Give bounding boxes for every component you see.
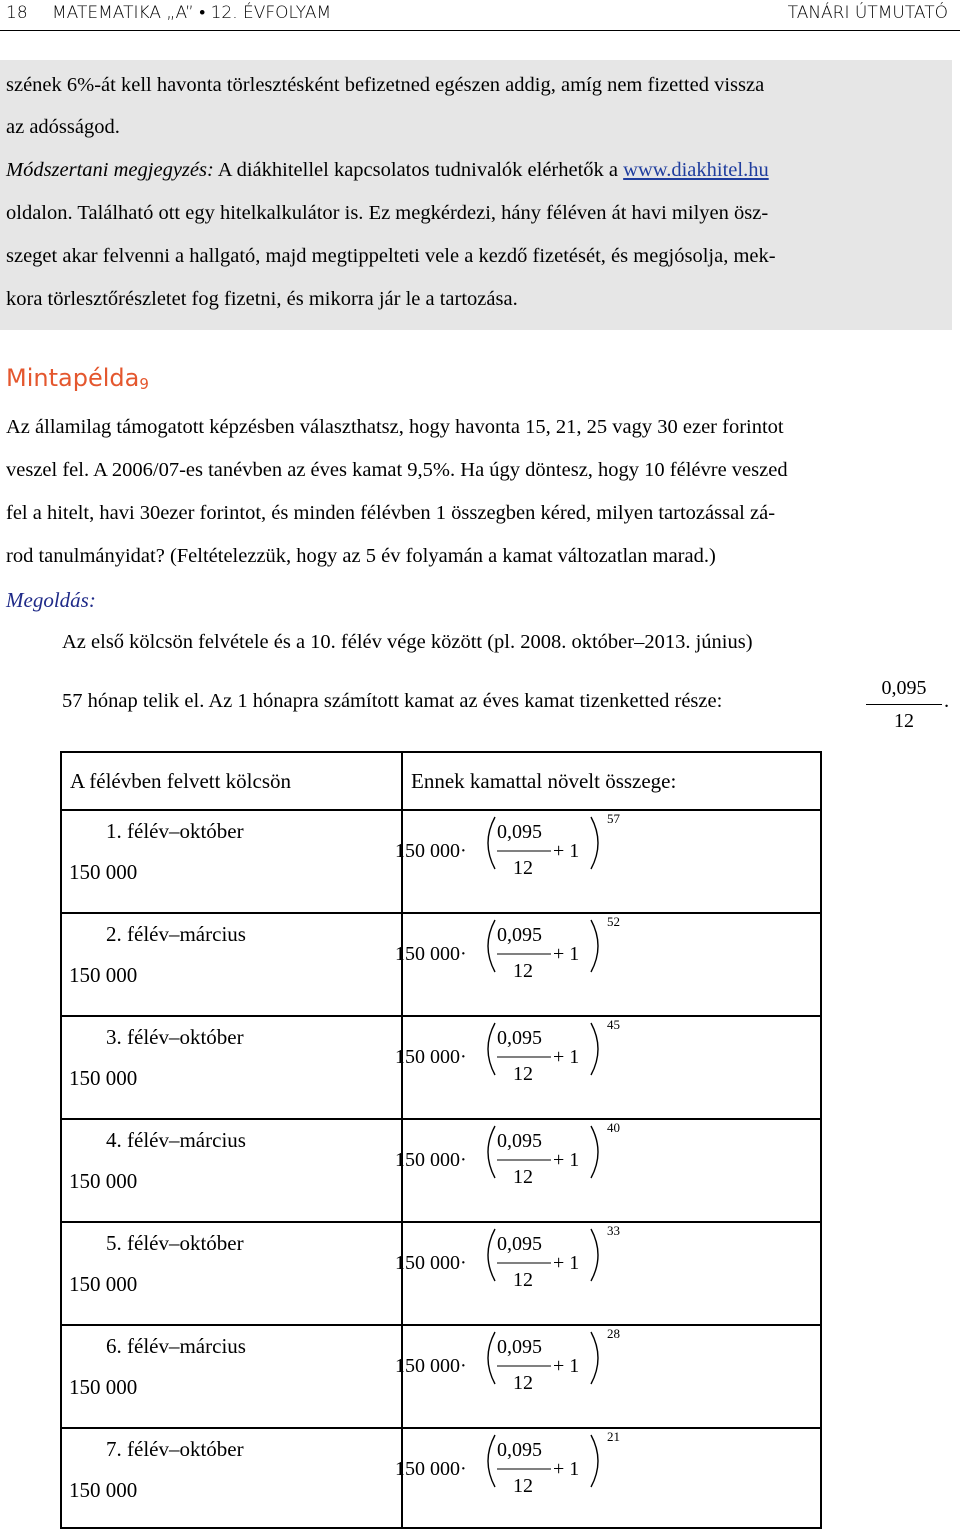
formula-denominator: 12 [513, 1166, 533, 1188]
compound-amount-cell [395, 810, 821, 913]
compound-amount-cell [395, 913, 821, 1016]
formula-base: 150 000· [395, 1046, 467, 1068]
table-header-row [61, 752, 821, 810]
loan-cell [61, 1222, 402, 1325]
formula-numerator: 0,095 [497, 1233, 542, 1255]
note-line-2: az adósságod. [6, 116, 120, 138]
formula-plus-one: + 1 [553, 1458, 580, 1480]
formula-numerator: 0,095 [497, 821, 542, 843]
col-amount-header: Ennek kamattal növelt összege: [402, 752, 821, 810]
compound-formula [395, 1017, 820, 1118]
compound-amount-cell [395, 1016, 821, 1119]
semester-label: 4. félév–március [106, 1128, 246, 1152]
loan-cell [61, 1119, 402, 1222]
formula-numerator: 0,095 [497, 1439, 542, 1461]
table-row [61, 1222, 821, 1325]
formula-exponent: 21 [607, 1429, 620, 1444]
compound-amount-cell [395, 1325, 821, 1428]
formula-numerator: 0,095 [497, 1336, 542, 1358]
example-line-2: veszel fel. A 2006/07-es tanévben az éves kamat 9,5%. Ha úgy döntesz, hogy 10 félévre veszed [6, 459, 788, 481]
formula-denominator: 12 [513, 857, 533, 879]
formula-denominator: 12 [513, 1063, 533, 1085]
note-line-5: szeget akar felvenni a hallgató, majd megtippelteti vele a kezdő fizetését, és megjósolja, mek- [6, 245, 776, 267]
semester-label: 3. félév–október [106, 1025, 244, 1049]
loan-amount: 150 000 [69, 860, 138, 884]
loan-cell [61, 1428, 402, 1528]
formula-base: 150 000· [395, 1252, 467, 1274]
table-row [61, 810, 821, 913]
compound-formula [395, 1120, 820, 1221]
paren-right [591, 1023, 598, 1075]
semester-label: 1. félév–október [106, 819, 244, 843]
semester-label: 5. félév–október [106, 1231, 244, 1255]
example-heading: Mintapélda$_9$ [6, 364, 149, 393]
example-line-1: Az államilag támogatott képzésben választhatsz, hogy havonta 15, 21, 25 vagy 30 ezer forintot [6, 416, 784, 438]
table-row [61, 1016, 821, 1119]
paren-right [591, 1435, 598, 1487]
formula-exponent: 40 [607, 1120, 620, 1135]
monthly-rate-fraction: 0,095 12 [866, 676, 942, 733]
loan-amount: 150 000 [69, 963, 138, 987]
table-row [61, 1119, 821, 1222]
formula-base: 150 000· [395, 1149, 467, 1171]
formula-plus-one: + 1 [553, 1355, 580, 1377]
col-loan-header: A félévben felvett kölcsön [61, 752, 402, 810]
formula-graphic [395, 1221, 635, 1316]
loan-amount: 150 000 [69, 1169, 138, 1193]
formula-base: 150 000· [395, 1458, 467, 1480]
paren-left [488, 920, 495, 972]
paren-left [488, 1126, 495, 1178]
note-line-1: szének 6%-át kell havonta törlesztésként befizetned egészen addig, amíg nem fizetted vissza [6, 74, 765, 96]
solution-line-1: Az első kölcsön felvétele és a 10. félév vége között (pl. 2008. október–2013. június) [62, 631, 753, 653]
formula-denominator: 12 [513, 1475, 533, 1497]
formula-exponent: 45 [607, 1017, 620, 1032]
paren-left [488, 1435, 495, 1487]
compound-amount-cell [395, 1119, 821, 1222]
paren-left [488, 1332, 495, 1384]
loan-cell [61, 1325, 402, 1428]
formula-numerator: 0,095 [497, 1130, 542, 1152]
loan-table [60, 751, 822, 1529]
loan-cell [61, 1016, 402, 1119]
formula-graphic [395, 912, 635, 1007]
solution-period: . [944, 690, 950, 712]
formula-exponent: 28 [607, 1326, 620, 1341]
formula-denominator: 12 [513, 1372, 533, 1394]
formula-exponent: 52 [607, 914, 620, 929]
example-line-4: rod tanulmányidat? (Feltételezzük, hogy az 5 év folyamán a kamat változatlan marad.) [6, 545, 716, 567]
formula-denominator: 12 [513, 1269, 533, 1291]
loan-cell [61, 810, 402, 913]
compound-amount-cell [395, 1222, 821, 1325]
formula-exponent: 33 [607, 1223, 620, 1238]
page-header [0, 0, 960, 31]
formula-base: 150 000· [395, 1355, 467, 1377]
formula-plus-one: + 1 [553, 1046, 580, 1068]
compound-formula [395, 1429, 820, 1527]
semester-label: 2. félév–március [106, 922, 246, 946]
diakhitel-link[interactable]: www.diakhitel.hu [623, 159, 769, 181]
solution-line-2: 57 hónap telik el. Az 1 hónapra számított kamat az éves kamat tizenketted része: [62, 690, 723, 712]
formula-graphic [395, 1427, 635, 1522]
compound-formula [395, 914, 820, 1015]
formula-graphic [395, 809, 635, 904]
compound-formula [395, 811, 820, 912]
table-row [61, 1428, 821, 1528]
method-note-label: Módszertani megjegyzés: [6, 159, 214, 181]
formula-denominator: 12 [513, 960, 533, 982]
loan-amount: 150 000 [69, 1478, 138, 1502]
note-line-4: oldalon. Található ott egy hitelkalkulátor is. Ez megkérdezi, hány féléven át havi milyen ösz- [6, 202, 769, 224]
note-line-6: kora törlesztőrészletet fog fizetni, és mikorra jár le a tartozása. [6, 288, 518, 310]
formula-base: 150 000· [395, 840, 467, 862]
paren-right [591, 1229, 598, 1281]
paren-right [591, 1126, 598, 1178]
paren-right [591, 817, 598, 869]
table-row [61, 1325, 821, 1428]
formula-graphic [395, 1015, 635, 1110]
formula-exponent: 57 [607, 811, 620, 826]
formula-plus-one: + 1 [553, 1149, 580, 1171]
header-right: TANÁRI ÚTMUTATÓ [787, 3, 948, 23]
table-row [61, 913, 821, 1016]
page-number: 18 [6, 3, 28, 23]
formula-plus-one: + 1 [553, 1252, 580, 1274]
formula-numerator: 0,095 [497, 1027, 542, 1049]
paren-left [488, 1229, 495, 1281]
paren-left [488, 1023, 495, 1075]
semester-label: 7. félév–október [106, 1437, 244, 1461]
loan-amount: 150 000 [69, 1375, 138, 1399]
loan-amount: 150 000 [69, 1066, 138, 1090]
semester-label: 6. félév–március [106, 1334, 246, 1358]
formula-graphic [395, 1324, 635, 1419]
formula-graphic [395, 1118, 635, 1213]
loan-amount: 150 000 [69, 1272, 138, 1296]
compound-formula [395, 1326, 820, 1427]
formula-base: 150 000· [395, 943, 467, 965]
formula-plus-one: + 1 [553, 840, 580, 862]
formula-numerator: 0,095 [497, 924, 542, 946]
solution-label: Megoldás: [6, 588, 96, 612]
example-line-3: fel a hitelt, havi 30ezer forintot, és minden félévben 1 összegben kéred, milyen tartozással zá- [6, 502, 776, 524]
paren-left [488, 817, 495, 869]
compound-formula [395, 1223, 820, 1324]
formula-plus-one: + 1 [553, 943, 580, 965]
compound-amount-cell [395, 1428, 821, 1528]
loan-cell [61, 913, 402, 1016]
paren-right [591, 1332, 598, 1384]
note-line-3: Módszertani megjegyzés: A diákhitellel kapcsolatos tudnivalók elérhetők a www.diakhitel.hu [6, 159, 769, 181]
header-title: MATEMATIKA „A” • 12. ÉVFOLYAM [52, 3, 332, 23]
paren-right [591, 920, 598, 972]
